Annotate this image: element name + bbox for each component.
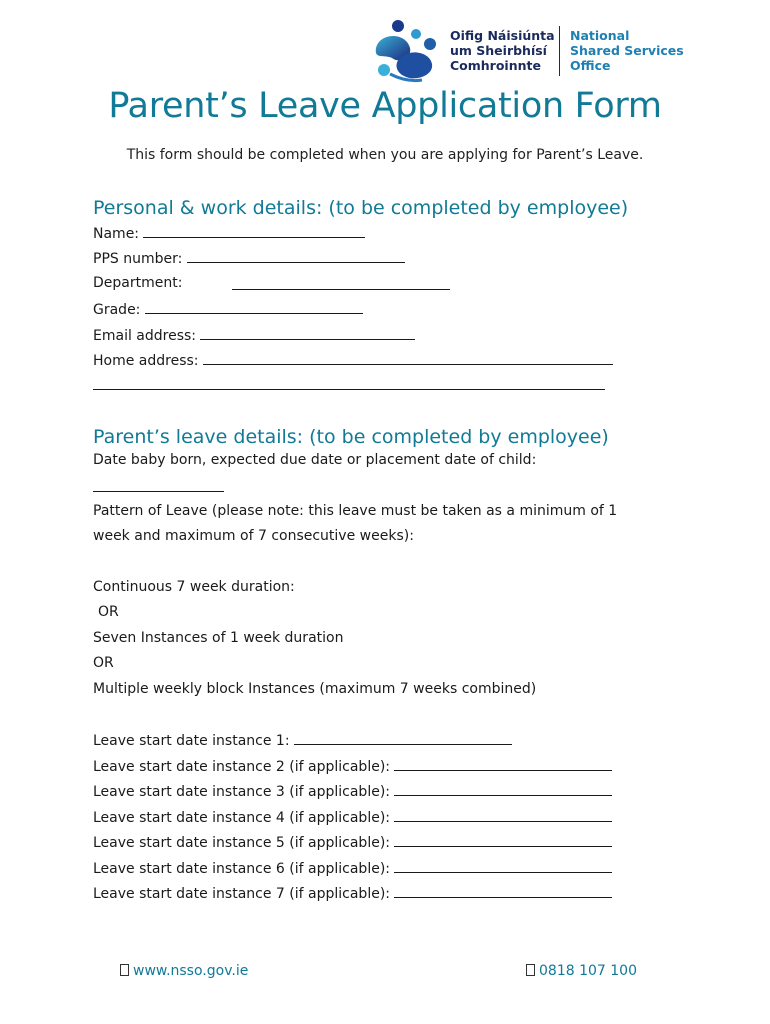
logo-english-line-2: Shared Services	[570, 43, 684, 58]
instance-field-2[interactable]	[394, 756, 612, 771]
footer-phone-text: 0818 107 100	[539, 963, 637, 979]
department-label: Department:	[93, 275, 183, 291]
home-address-row	[93, 350, 613, 370]
email-row	[93, 325, 415, 345]
leave-section-heading: Parent’s leave details: (to be completed by employee)	[93, 426, 609, 448]
logo-english-line-1: National	[570, 28, 630, 43]
instance-row-2	[93, 756, 612, 776]
footer-website-text: www.nsso.gov.ie	[133, 963, 249, 979]
pps-label: PPS number:	[93, 251, 183, 267]
footer-phone	[526, 963, 637, 979]
instance-label-4: Leave start date instance 4 (if applicable):	[93, 810, 390, 826]
option-seven-instances: Seven Instances of 1 week duration	[93, 630, 344, 646]
instance-row-4	[93, 807, 612, 827]
option-multiple-blocks: Multiple weekly block Instances (maximum 7 weeks combined)	[93, 681, 537, 697]
home-address-field-line-2[interactable]	[93, 389, 605, 390]
logo-irish-line-1: Oifig Náisiúnta	[450, 28, 555, 43]
grade-row	[93, 299, 363, 319]
logo-irish-line-3: Comhroinnte	[450, 58, 541, 73]
instance-field-1[interactable]	[294, 730, 512, 745]
instance-label-7: Leave start date instance 7 (if applicable):	[93, 886, 390, 902]
home-address-label: Home address:	[93, 353, 199, 369]
option-continuous: Continuous 7 week duration:	[93, 579, 295, 595]
date-baby-row	[93, 451, 536, 469]
instance-field-7[interactable]	[394, 883, 612, 898]
personal-section-heading: Personal & work details: (to be completed by employee)	[93, 197, 629, 219]
instance-row-5	[93, 832, 612, 852]
logo-text-english	[570, 28, 684, 73]
email-label: Email address:	[93, 328, 197, 344]
name-field[interactable]	[143, 223, 365, 238]
instance-label-2: Leave start date instance 2 (if applicable):	[93, 759, 390, 775]
missing-glyph-icon	[120, 964, 129, 976]
intro-text: This form should be completed when you are applying for Parent’s Leave.	[126, 147, 644, 163]
name-row	[93, 223, 365, 243]
department-field[interactable]	[232, 289, 450, 290]
page-title: Parent’s Leave Application Form	[108, 86, 662, 126]
grade-field[interactable]	[145, 299, 363, 314]
instance-label-6: Leave start date instance 6 (if applicable):	[93, 861, 390, 877]
date-baby-field[interactable]	[93, 491, 224, 492]
pps-row	[93, 248, 405, 268]
nsso-logo-mark-icon	[370, 18, 442, 84]
nsso-logo	[370, 18, 690, 84]
grade-label: Grade:	[93, 302, 141, 318]
instance-field-6[interactable]	[394, 858, 612, 873]
instance-label-1: Leave start date instance 1:	[93, 733, 290, 749]
logo-text-irish	[450, 28, 555, 73]
name-label: Name:	[93, 226, 140, 242]
pattern-note-line-1: Pattern of Leave (please note: this leave must be taken as a minimum of 1	[93, 503, 618, 519]
email-field[interactable]	[200, 325, 415, 340]
pattern-note-line-2: week and maximum of 7 consecutive weeks):	[93, 528, 414, 544]
instance-row-3	[93, 781, 612, 801]
footer-website[interactable]	[120, 963, 248, 979]
logo-divider	[559, 26, 560, 76]
instance-field-5[interactable]	[394, 832, 612, 847]
instance-field-4[interactable]	[394, 807, 612, 822]
instance-row-6	[93, 858, 612, 878]
instance-label-5: Leave start date instance 5 (if applicable):	[93, 835, 390, 851]
date-baby-label: Date baby born, expected due date or placement date of child:	[93, 452, 537, 468]
or-label-1: OR	[98, 604, 119, 620]
pps-field[interactable]	[187, 248, 405, 263]
logo-english-line-3: Office	[570, 58, 611, 73]
logo-irish-line-2: um Sheirbhísí	[450, 43, 547, 58]
department-row	[93, 274, 182, 292]
home-address-field[interactable]	[203, 350, 613, 365]
missing-glyph-icon	[526, 964, 535, 976]
or-label-2: OR	[93, 655, 114, 671]
instance-row-1	[93, 730, 512, 750]
instance-label-3: Leave start date instance 3 (if applicable):	[93, 784, 390, 800]
instance-field-3[interactable]	[394, 781, 612, 796]
instance-row-7	[93, 883, 612, 903]
